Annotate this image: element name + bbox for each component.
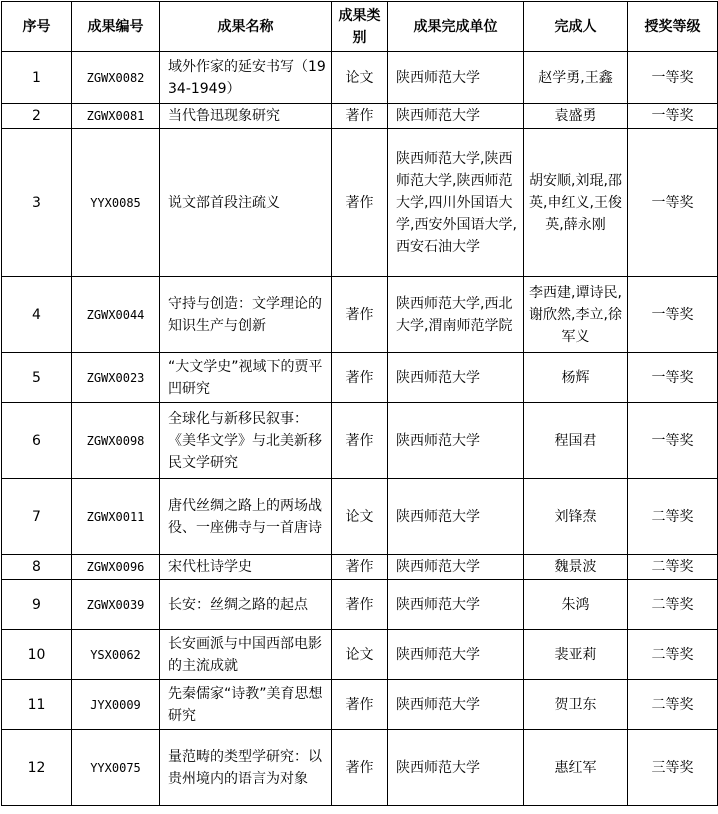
cell-type: 著作 <box>332 555 388 580</box>
table-row <box>2 479 718 555</box>
cell-award: 二等奖 <box>628 630 718 680</box>
cell-person: 赵学勇,王鑫 <box>524 52 628 104</box>
cell-code: YYX0075 <box>72 730 160 806</box>
cell-title: 长安画派与中国西部电影的主流成就 <box>160 630 332 680</box>
table-row <box>2 129 718 277</box>
table-row <box>2 353 718 403</box>
header-award: 授奖等级 <box>628 2 718 52</box>
cell-title: 全球化与新移民叙事：《美华文学》与北美新移民文学研究 <box>160 403 332 479</box>
cell-person: 朱鸿 <box>524 580 628 630</box>
cell-title: 长安：丝绸之路的起点 <box>160 580 332 630</box>
table-row <box>2 52 718 104</box>
cell-unit: 陕西师范大学 <box>388 403 524 479</box>
cell-no: 4 <box>2 277 72 353</box>
cell-person: 惠红军 <box>524 730 628 806</box>
table-row <box>2 104 718 129</box>
awards-table <box>1 1 718 806</box>
cell-award: 二等奖 <box>628 680 718 730</box>
cell-code: ZGWX0096 <box>72 555 160 580</box>
cell-type: 著作 <box>332 129 388 277</box>
cell-person: 杨辉 <box>524 353 628 403</box>
table-row <box>2 277 718 353</box>
cell-code: ZGWX0023 <box>72 353 160 403</box>
cell-person: 袁盛勇 <box>524 104 628 129</box>
cell-award: 二等奖 <box>628 555 718 580</box>
table-row <box>2 555 718 580</box>
cell-no: 12 <box>2 730 72 806</box>
cell-award: 一等奖 <box>628 129 718 277</box>
cell-unit: 陕西师范大学 <box>388 52 524 104</box>
cell-code: ZGWX0044 <box>72 277 160 353</box>
cell-title: “大文学史”视域下的贾平凹研究 <box>160 353 332 403</box>
cell-unit: 陕西师范大学 <box>388 479 524 555</box>
cell-person: 程国君 <box>524 403 628 479</box>
cell-person: 裴亚莉 <box>524 630 628 680</box>
cell-award: 一等奖 <box>628 104 718 129</box>
cell-no: 1 <box>2 52 72 104</box>
cell-title: 宋代杜诗学史 <box>160 555 332 580</box>
cell-type: 著作 <box>332 104 388 129</box>
cell-type: 论文 <box>332 479 388 555</box>
cell-code: ZGWX0082 <box>72 52 160 104</box>
cell-title: 守持与创造：文学理论的知识生产与创新 <box>160 277 332 353</box>
cell-title: 域外作家的延安书写（1934-1949） <box>160 52 332 104</box>
cell-award: 一等奖 <box>628 52 718 104</box>
cell-unit: 陕西师范大学,西北大学,渭南师范学院 <box>388 277 524 353</box>
cell-code: ZGWX0081 <box>72 104 160 129</box>
header-row <box>2 2 718 52</box>
cell-type: 论文 <box>332 52 388 104</box>
cell-award: 三等奖 <box>628 730 718 806</box>
header-code: 成果编号 <box>72 2 160 52</box>
cell-no: 2 <box>2 104 72 129</box>
cell-no: 6 <box>2 403 72 479</box>
cell-award: 一等奖 <box>628 353 718 403</box>
cell-no: 9 <box>2 580 72 630</box>
cell-type: 著作 <box>332 353 388 403</box>
cell-no: 3 <box>2 129 72 277</box>
cell-type: 著作 <box>332 580 388 630</box>
cell-no: 11 <box>2 680 72 730</box>
table-row <box>2 730 718 806</box>
cell-no: 8 <box>2 555 72 580</box>
cell-title: 说文部首段注疏义 <box>160 129 332 277</box>
cell-title: 先秦儒家“诗教”美育思想研究 <box>160 680 332 730</box>
cell-type: 论文 <box>332 630 388 680</box>
cell-unit: 陕西师范大学 <box>388 580 524 630</box>
cell-code: ZGWX0098 <box>72 403 160 479</box>
cell-code: YYX0085 <box>72 129 160 277</box>
table-row <box>2 630 718 680</box>
cell-title: 当代鲁迅现象研究 <box>160 104 332 129</box>
cell-type: 著作 <box>332 277 388 353</box>
header-person: 完成人 <box>524 2 628 52</box>
table-row <box>2 403 718 479</box>
cell-person: 李西建,谭诗民,谢欣然,李立,徐军义 <box>524 277 628 353</box>
cell-unit: 陕西师范大学 <box>388 353 524 403</box>
cell-unit: 陕西师范大学 <box>388 680 524 730</box>
cell-unit: 陕西师范大学,陕西师范大学,陕西师范大学,四川外国语大学,西安外国语大学,西安石油大学 <box>388 129 524 277</box>
cell-type: 著作 <box>332 730 388 806</box>
cell-award: 二等奖 <box>628 479 718 555</box>
cell-person: 贺卫东 <box>524 680 628 730</box>
cell-code: ZGWX0011 <box>72 479 160 555</box>
cell-unit: 陕西师范大学 <box>388 630 524 680</box>
cell-type: 著作 <box>332 680 388 730</box>
table-row <box>2 680 718 730</box>
header-title: 成果名称 <box>160 2 332 52</box>
table-row <box>2 580 718 630</box>
cell-award: 一等奖 <box>628 277 718 353</box>
cell-unit: 陕西师范大学 <box>388 730 524 806</box>
cell-unit: 陕西师范大学 <box>388 555 524 580</box>
cell-title: 量范畴的类型学研究：以贵州境内的语言为对象 <box>160 730 332 806</box>
header-no: 序号 <box>2 2 72 52</box>
cell-code: YSX0062 <box>72 630 160 680</box>
cell-code: JYX0009 <box>72 680 160 730</box>
cell-code: ZGWX0039 <box>72 580 160 630</box>
cell-person: 胡安顺,刘琨,邵英,申红义,王俊英,薛永刚 <box>524 129 628 277</box>
cell-person: 刘锋焘 <box>524 479 628 555</box>
cell-award: 一等奖 <box>628 403 718 479</box>
cell-person: 魏景波 <box>524 555 628 580</box>
header-unit: 成果完成单位 <box>388 2 524 52</box>
cell-no: 5 <box>2 353 72 403</box>
cell-no: 7 <box>2 479 72 555</box>
header-type: 成果类别 <box>332 2 388 52</box>
cell-no: 10 <box>2 630 72 680</box>
cell-unit: 陕西师范大学 <box>388 104 524 129</box>
cell-award: 二等奖 <box>628 580 718 630</box>
cell-type: 著作 <box>332 403 388 479</box>
cell-title: 唐代丝绸之路上的两场战役、一座佛寺与一首唐诗 <box>160 479 332 555</box>
